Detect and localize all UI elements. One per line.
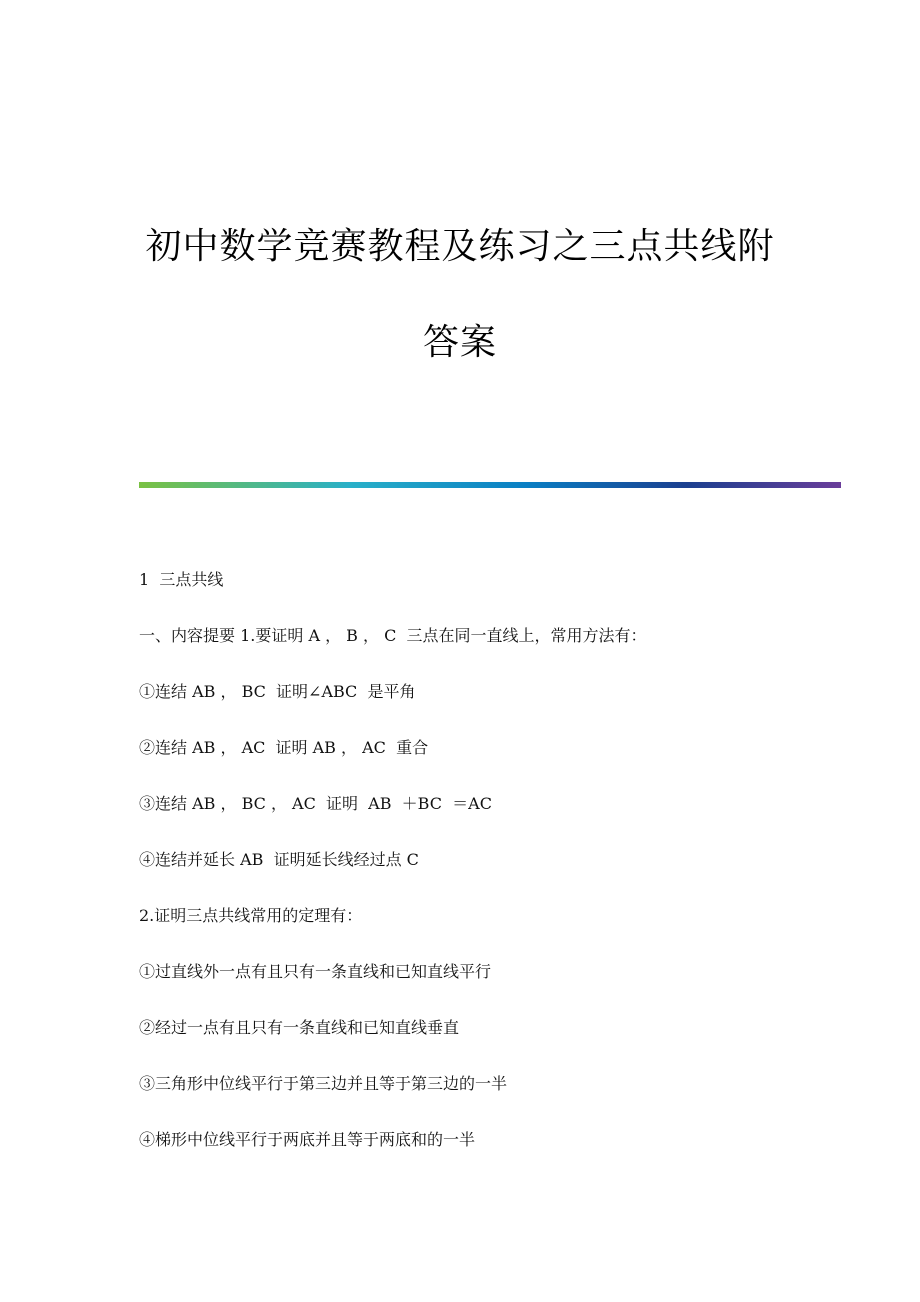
method-item-1: ①连结 AB ， BC 证明∠ABC 是平角: [139, 682, 416, 701]
theorems-heading: 2.证明三点共线常用的定理有：: [139, 906, 363, 925]
theorem-item-3: ③三角形中位线平行于第三边并且等于第三边的一半: [139, 1074, 508, 1093]
method-item-4: ④连结并延长 AB 证明延长线经过点 C: [139, 850, 419, 869]
method-item-2: ②连结 AB ， AC 证明 AB ， AC 重合: [139, 738, 429, 757]
document-title-line-2: 答案: [422, 322, 497, 363]
theorem-item-2: ②经过一点有且只有一条直线和已知直线垂直: [139, 1018, 460, 1037]
theorem-item-4: ④梯形中位线平行于两底并且等于两底和的一半: [139, 1130, 476, 1149]
content-summary-line: 一、内容提要 1.要证明 A ， B ， C 三点在同一直线上，常用方法有：: [139, 626, 647, 645]
method-item-3: ③连结 AB ， BC ， AC 证明 AB ＋BC ＝AC: [139, 794, 492, 813]
theorem-item-1: ①过直线外一点有且只有一条直线和已知直线平行: [139, 962, 492, 981]
section-heading: 1 三点共线: [139, 570, 224, 589]
document-title-line-1: 初中数学竞赛教程及练习之三点共线附: [145, 226, 775, 267]
title-divider: [139, 482, 841, 488]
